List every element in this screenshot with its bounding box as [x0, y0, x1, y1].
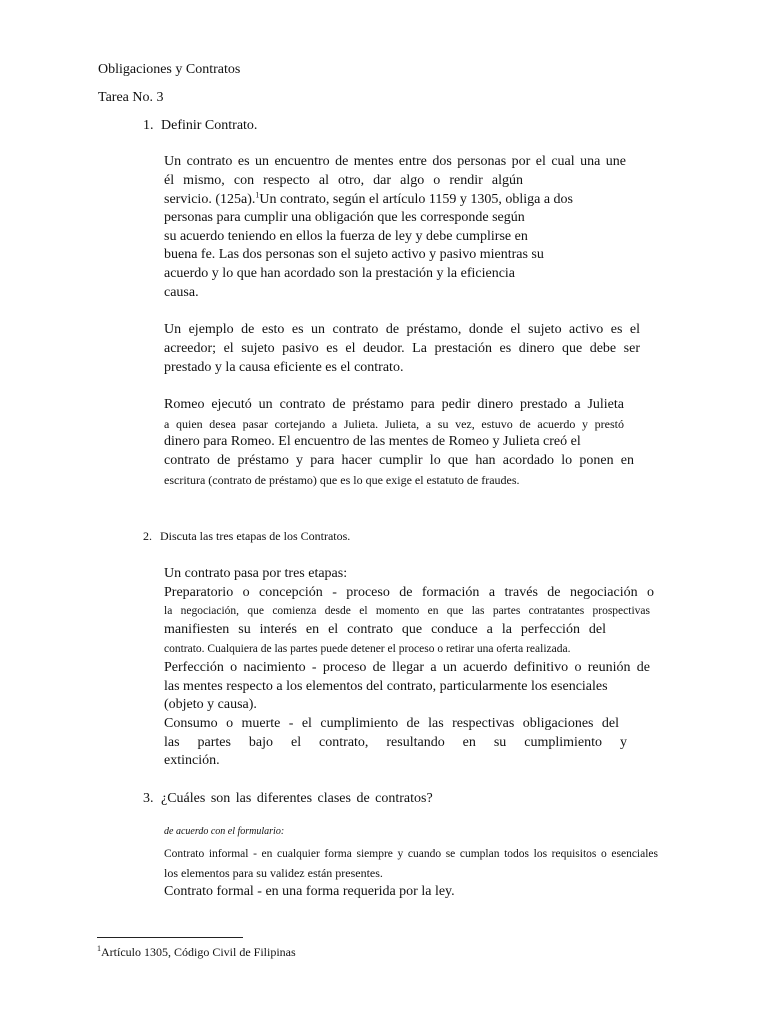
task-title: Tarea No. 3 — [98, 90, 164, 105]
q1-number: 1. — [143, 118, 154, 133]
q1-p2-line-2: acreedor; el sujeto pasivo es el deudor. La prestación es dinero que debe ser — [164, 341, 640, 356]
footnote-mark: 1 — [97, 944, 101, 953]
q2-line-8: (objeto y causa). — [164, 697, 257, 712]
q2-line-9: Consumo o muerte - el cumplimiento de las respectivas obligaciones del — [164, 716, 619, 731]
q2-line-6: Perfección o nacimiento - proceso de llegar a un acuerdo definitivo o reunión de — [164, 660, 650, 675]
q2-number: 2. — [143, 529, 152, 543]
q1-p3-line-5: escritura (contrato de préstamo) que es lo que exige el estatuto de fraudes. — [164, 473, 520, 487]
q1-p1-line-7: acuerdo y lo que han acordado son la prestación y la eficiencia — [164, 266, 516, 281]
q1-p1-line-6: buena fe. Las dos personas son el sujeto activo y pasivo mientras su — [164, 247, 544, 262]
q2-line-2: Preparatorio o concepción - proceso de formación a través de negociación o — [164, 585, 654, 600]
q3-line-3: los elementos para su validez están presentes. — [164, 866, 383, 880]
q1-p1-line-3-end: Un contrato, según el artículo 1159 y 1305, obliga a dos — [259, 192, 573, 207]
q1-p3-line-3: dinero para Romeo. El encuentro de las mentes de Romeo y Julieta creó el — [164, 434, 581, 449]
q1-p3-line-4: contrato de préstamo y para hacer cumplir lo que han acordado lo ponen en — [164, 453, 634, 468]
q1-p3-line-1: Romeo ejecutó un contrato de préstamo para pedir dinero prestado a Julieta — [164, 397, 624, 412]
q2-line-7: las mentes respecto a los elementos del contrato, particularmente los esenciales — [164, 679, 608, 694]
footnote — [97, 943, 296, 961]
q1-p1-line-4: personas para cumplir una obligación que les corresponde según — [164, 210, 525, 225]
q1-p2-line-1: Un ejemplo de esto es un contrato de préstamo, donde el sujeto activo es el — [164, 322, 640, 337]
footnote-ref-mark: 1 — [255, 190, 260, 200]
q1-p1-line-2: él mismo, con respecto al otro, dar algo o rendir algún — [164, 173, 523, 188]
q2-line-3: la negociación, que comienza desde el momento en que las partes contratantes prospectivas — [164, 605, 650, 617]
footnote-text: Artículo 1305, Código Civil de Filipinas — [101, 945, 296, 959]
q2-line-5: contrato. Cualquiera de las partes puede detener el proceso o retirar una oferta realizada. — [164, 643, 571, 655]
q1-p1-line-8: causa. — [164, 285, 199, 300]
q1-p1-line-5: su acuerdo teniendo en ellos la fuerza de ley y debe cumplirse en — [164, 229, 528, 244]
q2-line-1: Un contrato pasa por tres etapas: — [164, 566, 348, 581]
q3-title: ¿Cuáles son las diferentes clases de contratos? — [161, 791, 433, 806]
q1-title: Definir Contrato. — [161, 118, 258, 133]
q1-p3-line-2: a quien desea pasar cortejando a Julieta. Julieta, a su vez, estuvo de acuerdo y prestó — [164, 417, 624, 431]
q3-number: 3. — [143, 791, 154, 806]
q2-title: Discuta las tres etapas de los Contratos. — [160, 529, 351, 543]
q1-p1-line-3 — [164, 191, 626, 209]
q2-line-4: manifiesten su interés en el contrato que conduce a la perfección del — [164, 622, 606, 637]
q1-p1-line-1: Un contrato es un encuentro de mentes entre dos personas por el cual una une — [164, 154, 626, 169]
q1-p2-line-3: prestado y la causa eficiente es el contrato. — [164, 360, 404, 375]
q1-p1-line-3-start: servicio. (125a). — [164, 192, 256, 207]
q3-line-4: Contrato formal - en una forma requerida por la ley. — [164, 884, 455, 899]
q2-line-10: las partes bajo el contrato, resultando en su cumplimiento y — [164, 735, 627, 750]
footnote-separator — [97, 937, 243, 938]
q3-line-2: Contrato informal - en cualquier forma siempre y cuando se cumplan todos los requisitos o esenciales — [164, 848, 658, 860]
q3-line-1: de acuerdo con el formulario: — [164, 826, 285, 837]
course-title: Obligaciones y Contratos — [98, 62, 241, 77]
q2-line-11: extinción. — [164, 753, 220, 768]
